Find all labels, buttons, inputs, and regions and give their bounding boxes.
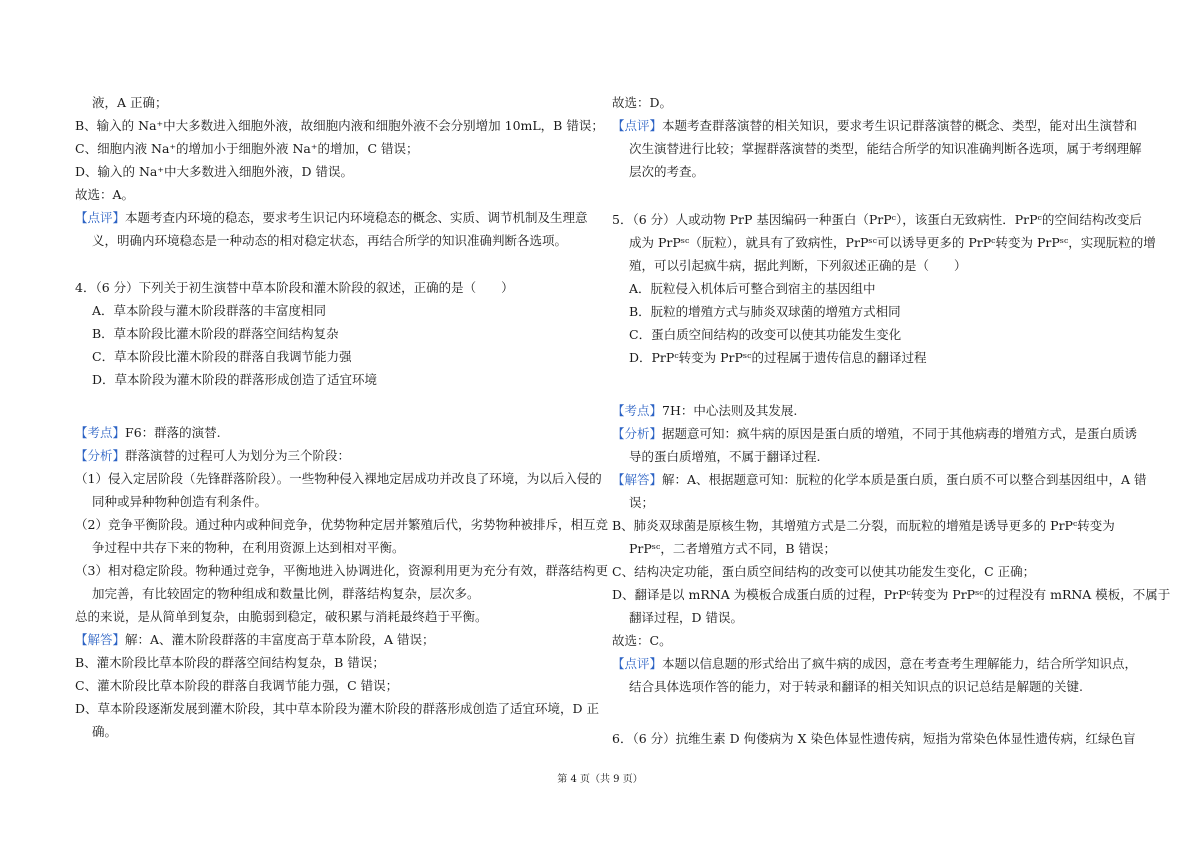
comment-line: 【点评】本题考查内环境的稳态，要求考生识记内环境稳态的概念、实质、调节机制及生理意 [75, 210, 588, 225]
text-line: 故选：C。 [612, 633, 672, 648]
analysis-line: 【分析】据题意可知：疯牛病的原因是蛋白质的增殖，不同于其他病毒的增殖方式，是蛋白质诱 [612, 426, 1138, 441]
text-line: （1）侵入定居阶段（先锋群落阶段）。一些物种侵入裸地定居成功并改良了环境，为以后入侵的 [75, 471, 602, 486]
text-line: 层次的考查。 [629, 164, 705, 179]
question-6-stem: 6．（6 分）抗维生素 D 佝偻病为 X 染色体显性遗传病，短指为常染色体显性遗传病，红绿色盲 [612, 731, 1136, 746]
answer-tag: 【解答】 [75, 632, 126, 647]
text-line: 误； [629, 495, 655, 510]
option-c: C．草本阶段比灌木阶段的群落自我调节能力强 [92, 349, 352, 364]
text-line: 翻译过程，D 错误。 [629, 610, 743, 625]
comment-tag: 【点评】 [612, 118, 663, 133]
text-line: 液，A 正确； [92, 95, 168, 110]
comment-line: 【点评】本题以信息题的形式给出了疯牛病的成因，意在考查考生理解能力，结合所学知识点， [612, 656, 1138, 671]
analysis-tag: 【分析】 [75, 448, 126, 463]
text-line: 导的蛋白质增殖，不属于翻译过程. [629, 449, 821, 464]
page-footer: 第 4 页（共 9 页） [557, 774, 643, 785]
text-line: 总的来说，是从简单到复杂，由脆弱到稳定，破积累与消耗最终趋于平衡。 [75, 609, 488, 624]
text-line: C、细胞内液 Na⁺的增加小于细胞外液 Na⁺的增加，C 错误； [75, 141, 419, 156]
text-line: 争过程中共存下来的物种，在利用资源上达到相对平衡。 [92, 540, 405, 555]
option-d: D．草本阶段为灌木阶段的群落形成创造了适宜环境 [92, 372, 378, 387]
text-line: 次生演替进行比较；掌握群落演替的类型，能结合所学的知识准确判断各选项，属于考纲理解 [629, 141, 1142, 156]
option-d: D．PrPᶜ转变为 PrPˢᶜ的过程属于遗传信息的翻译过程 [629, 350, 927, 365]
text-line: 结合具体选项作答的能力，对于转录和翻译的相关知识点的识记总结是解题的关键. [629, 679, 1083, 694]
text-line: B、输入的 Na⁺中大多数进入细胞外液，故细胞内液和细胞外液不会分别增加 10mL，B 错误； [75, 118, 604, 133]
answer-tag: 【解答】 [612, 472, 663, 487]
text-line: （2）竞争平衡阶段。通过种内或种间竞争，优势物种定居并繁殖后代，劣势物种被排斥，相互竞 [75, 517, 608, 532]
option-b: B．草本阶段比灌木阶段的群落空间结构复杂 [92, 326, 339, 341]
option-b: B．朊粒的增殖方式与肺炎双球菌的增殖方式相同 [629, 304, 901, 319]
question-4-stem: 4．（6 分）下列关于初生演替中草本阶段和灌木阶段的叙述，正确的是（ ） [75, 280, 514, 295]
option-c: C．蛋白质空间结构的改变可以使其功能发生变化 [629, 327, 902, 342]
text-line: D、草本阶段逐渐发展到灌木阶段，其中草本阶段为灌木阶段的群落形成创造了适宜环境，D 正 [75, 701, 600, 716]
text-line: D、输入的 Na⁺中大多数进入细胞外液，D 错误。 [75, 164, 353, 179]
text-line: 故选：D。 [612, 95, 673, 110]
text-line: D、翻译是以 mRNA 为模板合成蛋白质的过程，PrPᶜ转变为 PrPˢᶜ的过程没有 mRNA 模板，不属于 [612, 587, 1171, 602]
comment-tag: 【点评】 [612, 656, 663, 671]
keypoint-tag: 【考点】 [75, 425, 126, 440]
text-line: 故选：A。 [75, 187, 135, 202]
answer-line: 【解答】解：A、灌木阶段群落的丰富度高于草本阶段，A 错误； [75, 632, 435, 647]
text-line: 义，明确内环境稳态是一种动态的相对稳定状态，再结合所学的知识准确判断各选项。 [92, 233, 568, 248]
text-line: 加完善，有比较固定的物种组成和数量比例，群落结构复杂，层次多。 [92, 586, 480, 601]
option-a: A．朊粒侵入机体后可整合到宿主的基因组中 [629, 281, 876, 296]
text-line: B、肺炎双球菌是原核生物，其增殖方式是二分裂，而朊粒的增殖是诱导更多的 PrPᶜ转变为 [612, 518, 1115, 533]
question-5-stem: 5．（6 分）人或动物 PrP 基因编码一种蛋白（PrPᶜ），该蛋白无致病性．PrPᶜ的空间结构改变后 [612, 212, 1142, 227]
comment-line: 【点评】本题考查群落演替的相关知识，要求考生识记群落演替的概念、类型，能对出生演替和 [612, 118, 1138, 133]
text-line: 殖，可以引起疯牛病，据此判断，下列叙述正确的是（ ） [629, 258, 967, 273]
analysis-line: 【分析】群落演替的过程可人为划分为三个阶段： [75, 448, 351, 463]
keypoint-line: 【考点】F6：群落的演替. [75, 425, 221, 440]
comment-tag: 【点评】 [75, 210, 126, 225]
text-line: 同种或异种物种创造有利条件。 [92, 494, 268, 509]
text-line: C、灌木阶段比草本阶段的群落自我调节能力强，C 错误； [75, 678, 399, 693]
text-line: B、灌木阶段比草本阶段的群落空间结构复杂，B 错误； [75, 655, 385, 670]
text-line: 成为 PrPˢᶜ（朊粒），就具有了致病性，PrPˢᶜ可以诱导更多的 PrPᶜ转变为 PrPˢᶜ，实现朊粒的增 [629, 235, 1156, 250]
option-a: A．草本阶段与灌木阶段群落的丰富度相同 [92, 303, 327, 318]
text-line: PrPˢᶜ，二者增殖方式不同，B 错误； [629, 541, 836, 556]
answer-line: 【解答】解：A、根据题意可知：朊粒的化学本质是蛋白质，蛋白质不可以整合到基因组中，A 错 [612, 472, 1147, 487]
analysis-tag: 【分析】 [612, 426, 663, 441]
text-line: （3）相对稳定阶段。物种通过竞争，平衡地进入协调进化，资源利用更为充分有效，群落结构更 [75, 563, 608, 578]
text-line: C、结构决定功能，蛋白质空间结构的改变可以使其功能发生变化，C 正确； [612, 564, 1036, 579]
text-line: 确。 [92, 724, 118, 739]
keypoint-tag: 【考点】 [612, 403, 663, 418]
keypoint-line: 【考点】7H：中心法则及其发展. [612, 403, 798, 418]
